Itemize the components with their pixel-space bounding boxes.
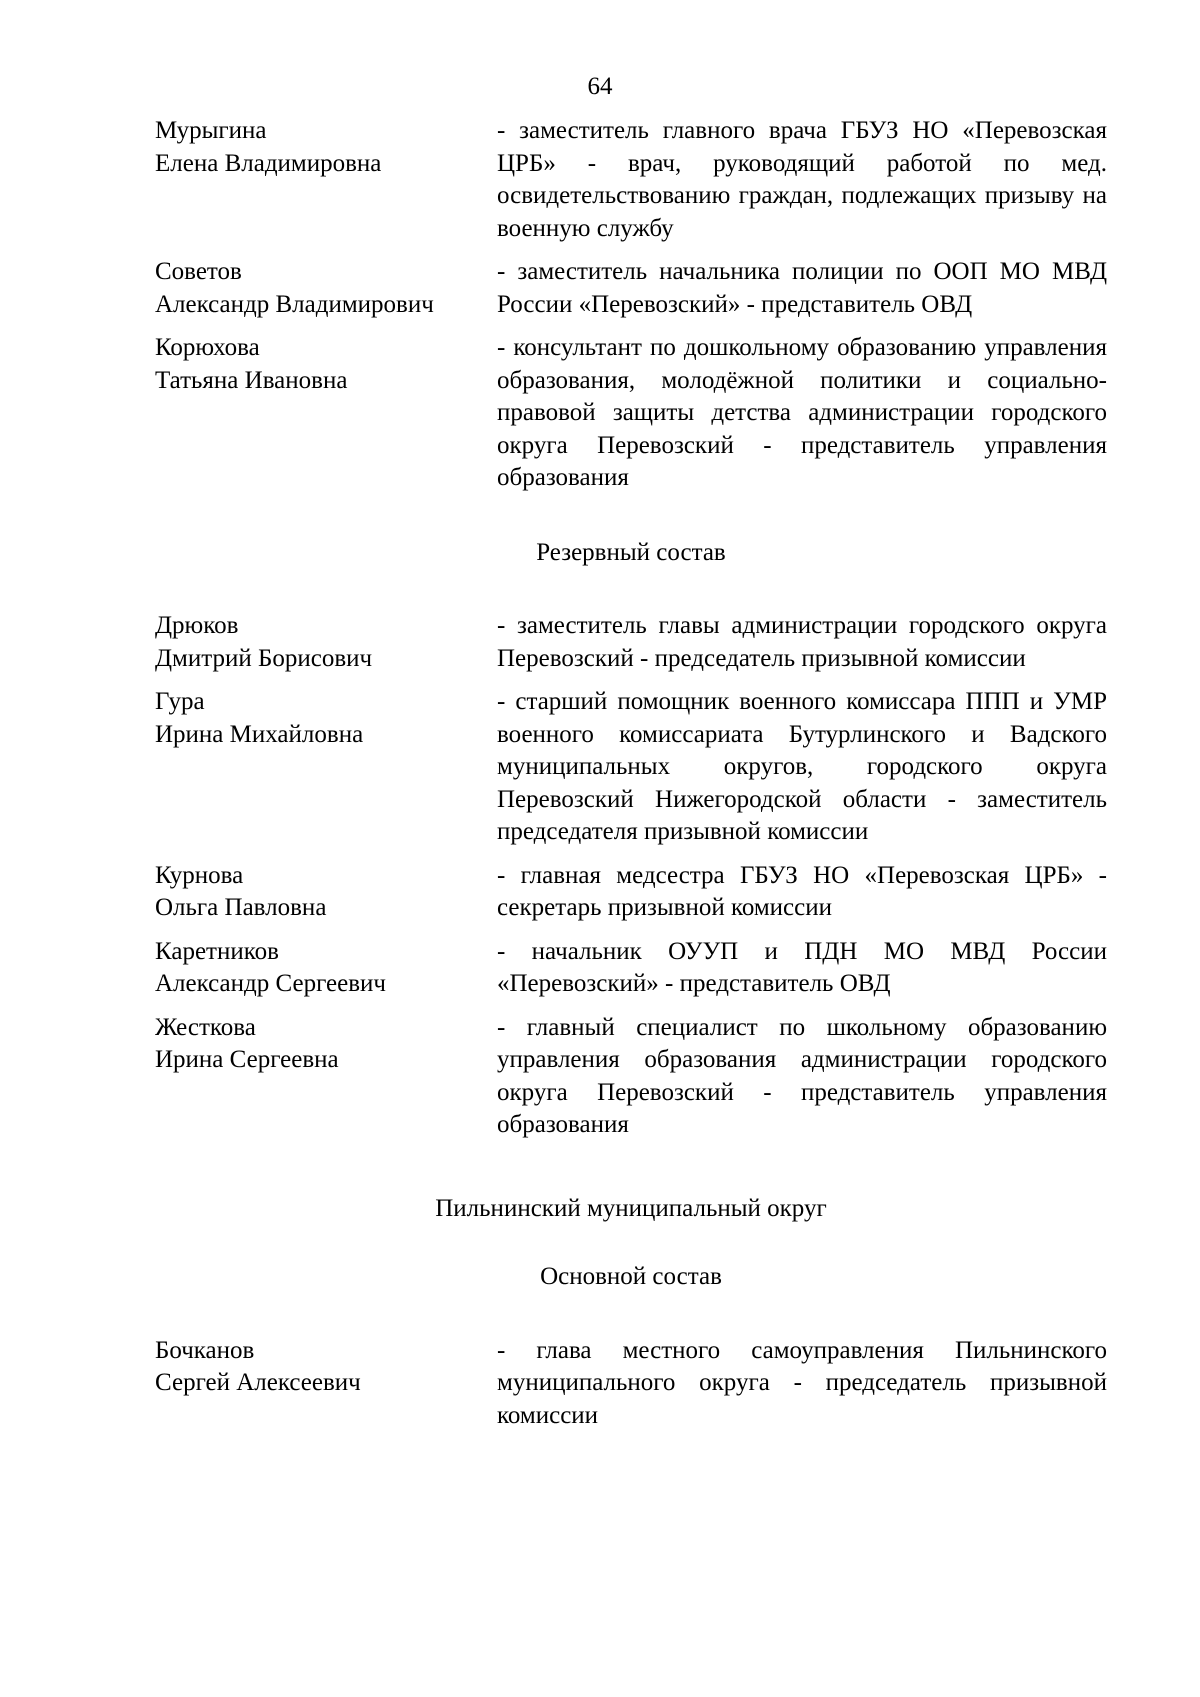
member-surname: Курнова [155, 861, 244, 889]
member-entry [155, 332, 1107, 495]
member-given-names: Александр Сергеевич [155, 970, 386, 997]
member-surname: Советов [155, 258, 242, 285]
member-entry [155, 1335, 1107, 1433]
member-given-names: Сергей Алексеевич [155, 1369, 361, 1396]
member-name [155, 115, 497, 245]
member-surname: Бочканов [155, 1336, 255, 1364]
member-name [155, 256, 497, 321]
member-given-names: Дмитрий Борисович [155, 644, 373, 672]
member-given-names: Елена Владимировна [155, 149, 382, 177]
member-surname: Каретников [155, 937, 279, 965]
member-entry [155, 115, 1107, 245]
member-surname: Мурыгина [155, 117, 267, 144]
section-heading-main: Основной состав [540, 1263, 722, 1290]
district-heading: Пильнинский муниципальный округ [435, 1194, 827, 1222]
member-entry [155, 860, 1107, 925]
member-role: - главная медсестра ГБУЗ НО «Перевозская ЦРБ» - секретарь призывной комиссии [497, 861, 1107, 921]
member-given-names: Ирина Михайловна [155, 720, 364, 748]
member-name [155, 610, 497, 675]
member-name [155, 1335, 497, 1433]
member-name [155, 1012, 497, 1142]
member-role: - заместитель главного врача ГБУЗ НО «Перевозская ЦРБ» - врач, руководящий работой по мед. освидетельствованию граждан, подлежащих призыву на военную службу [497, 117, 1107, 242]
commission-composition [155, 115, 1107, 1443]
member-entry [155, 256, 1107, 321]
page-number: 64 [587, 73, 613, 100]
member-entry [155, 936, 1107, 1001]
member-name [155, 332, 497, 495]
member-surname: Жесткова [155, 1013, 256, 1041]
member-role: - начальник ОУУП и ПДН МО МВД России «Перевозский» - представитель ОВД [497, 937, 1107, 997]
member-given-names: Ольга Павловна [155, 894, 327, 921]
member-entry [155, 1012, 1107, 1142]
member-role: - консультант по дошкольному образованию управления образования, молодёжной политики и социально-правовой защиты детства администрации городского округа Перевозский - представитель управления образования [497, 334, 1107, 491]
spacer [155, 506, 1107, 537]
member-role: - старший помощник военного комиссара ППП и УМР военного комиссариата Бутурлинского и Вадского муниципальных округов, городского округа Перевозский Нижегородской области - заместитель председателя призывной комиссии [497, 688, 1107, 845]
member-role: - главный специалист по школьному образованию управления образования администрации городского округа Перевозский - представитель управления образования [497, 1013, 1107, 1138]
spacer [155, 569, 1107, 610]
member-surname: Гура [155, 688, 205, 715]
section-heading-reserve: Резервный состав [536, 538, 726, 566]
member-role: - заместитель главы администрации городского округа Перевозский - председатель призывной комиссии [497, 612, 1107, 672]
spacer [155, 1294, 1107, 1335]
member-name [155, 936, 497, 1001]
spacer [155, 1153, 1107, 1193]
member-name [155, 860, 497, 925]
spacer [155, 1225, 1107, 1261]
member-given-names: Александр Владимирович [155, 290, 434, 318]
member-given-names: Ирина Сергеевна [155, 1046, 339, 1073]
member-role: - глава местного самоуправления Пильнинского муниципального округа - председатель призывной комиссии [497, 1336, 1107, 1429]
member-entry [155, 686, 1107, 849]
member-entry [155, 610, 1107, 675]
member-surname: Дрюков [155, 612, 239, 639]
member-surname: Корюхова [155, 334, 260, 361]
member-name [155, 686, 497, 849]
member-given-names: Татьяна Ивановна [155, 366, 348, 394]
member-role: - заместитель начальника полиции по ООП МО МВД России «Перевозский» - представитель ОВД [497, 258, 1107, 318]
